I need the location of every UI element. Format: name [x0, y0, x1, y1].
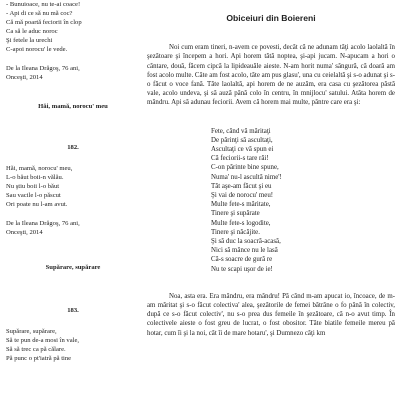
source-line: De la Ileana Drăgoş, 76 ani, — [6, 220, 80, 227]
poem-line: Că feciorii-s tare răi! — [211, 155, 269, 163]
poem-line: Nu te scapi uşor de ie! — [211, 265, 273, 273]
poem-line: Tăt aşe-am făcut şi eu — [211, 182, 272, 190]
verse-line: L-o băut boii-n vălău. — [6, 174, 64, 181]
song-heading: Hăi, mamă, norocu' meu — [38, 103, 108, 110]
source-line: Onceşti, 2014 — [6, 229, 43, 236]
verse-line: Ca să le aduc noroc — [6, 28, 58, 35]
source-attribution — [6, 219, 140, 237]
verse-line: Hăi, mamă, norocu' meu, — [6, 165, 73, 172]
verse-line: Nu ştiu boii l-o băut — [6, 183, 60, 190]
song-number: 183. — [67, 307, 79, 314]
poem-line: C-on părinte bine spune, — [211, 164, 279, 172]
left-column — [6, 0, 140, 363]
poem-line: De părinţi să ascultaţi, — [211, 136, 273, 144]
verse-line: Supărare, supărare, — [6, 328, 57, 335]
source-line: De la Ileana Drăgoş, 76 ani, — [6, 65, 80, 72]
poem-line: Tinere şi năcăjite. — [211, 228, 260, 236]
verse-line: Că mă poartă feciorii în clop — [6, 19, 82, 26]
verse-line: Să te pun de-a mosi în vale, — [6, 337, 80, 344]
verse-line: Ori poate nu l-am avut. — [6, 201, 68, 208]
verse-line: Şi fetele la urechi — [6, 37, 53, 44]
verse-line: Pă punc o pt'iatră pă tine — [6, 355, 72, 362]
poem-line: Multe fete-s logodite, — [211, 219, 271, 227]
verse-line: - Api di ce să nu mă coc? — [6, 10, 73, 17]
source-attribution — [6, 64, 140, 82]
article-title: Obiceiuri din Boiereni — [226, 13, 316, 23]
poem-line: Nici să mânce nu le lasă — [211, 247, 278, 255]
poem-line: Tinere şi supărate — [211, 210, 260, 218]
poem-line: Şi vai de norocu' meu! — [211, 192, 274, 200]
poem-line: Că-s soacre de gură re — [211, 256, 273, 264]
song-verses — [6, 327, 140, 363]
song-verses — [6, 164, 140, 209]
poem-line: Numa' nu-l ascultă nime'! — [211, 173, 282, 181]
song-heading: Supărare, supărare — [45, 264, 101, 271]
poem-line: Multe fete-s măritate, — [211, 201, 271, 209]
verse-line: Să să trec ca pă călare. — [6, 346, 66, 353]
embedded-poem — [211, 127, 395, 274]
verse-line: - Bunuioace, nu te-ai coace! — [6, 1, 81, 8]
poem-line: Ascultaţi ce vă spun ei — [211, 146, 274, 154]
verse-line: C-apoi norocu' le vede. — [6, 46, 68, 53]
verse-fragment — [6, 0, 140, 54]
poem-line: Fete, când vă măritaţi — [211, 127, 271, 135]
source-line: Onceşti, 2014 — [6, 74, 43, 81]
right-column — [147, 14, 395, 338]
body-paragraph: Noa, asta era. Era mândru, era mândru! Pă când m-am apucat io, încoace, de m-am măritat şi s-o făcut colectiva' alea, şezătorile de femei bătrâne o fo până în colectiv, după ce s-o făcut colectiv', nu s-o prea dus femeile în şezătoare, că n-o avut timp. În colectivele aieste o fost greu de lucrat, o fost obositor. Tăte biatile femeile mereu pă hotar, cum îi şi la noi, cât îi de mare hotaru', şi Dumnezo câţi km — [147, 292, 395, 337]
body-paragraph: Noi cum eram tineri, n-avem ce povesti, decât că ne adunam tăţi acolo laolaltă în şezătoare şi începem a hori. Api horem tătă noptea, şi-api jucam. N-apucam a hori o cântare, două, făcem cipcă la lipideauăle aieste. N-am horit numa' sângură, că doară am fost acolo multe. Câte am fost acolo, tăte am pus glasu', una cu ceielaltă şi s-o adunat şi s-o făcut o voce fană. Tăte laolaltă, api horem de ne auzăm, era casa cu şezătorea păstă vale, acolo undeva, şi să auză până colo în centru, în mnijlocu' satului. Atâta horem de mândru. Api să adunau feciorii. Avem că horem mai multe, păntre care era şi: — [147, 44, 395, 107]
poem-line: Şi să duc la soacră-acasă, — [211, 238, 281, 246]
song-number: 182. — [67, 144, 79, 151]
verse-line: Sau vacile l-o păscut — [6, 192, 61, 199]
